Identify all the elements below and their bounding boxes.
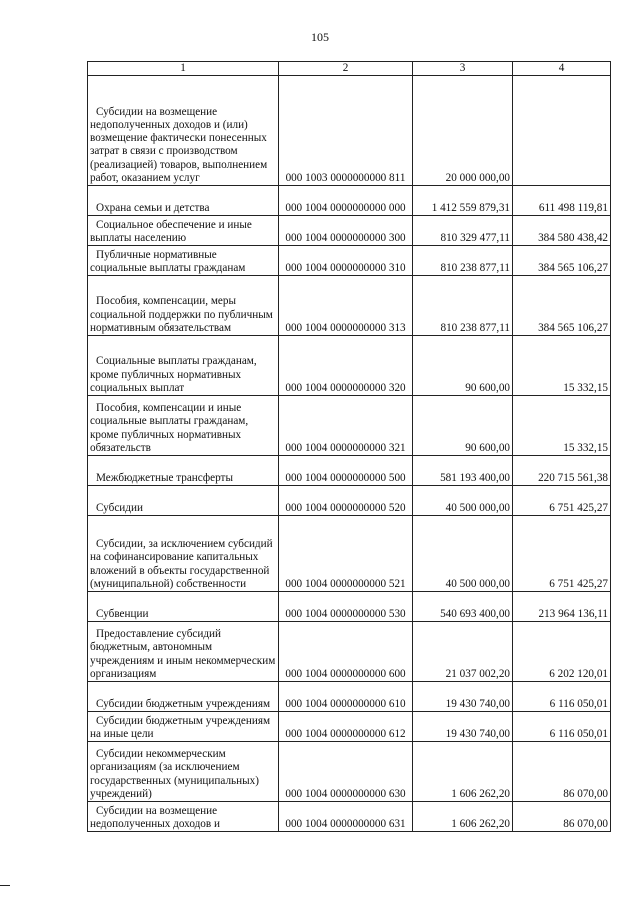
table-row (88, 396, 611, 456)
row-sum-1: 90 600,00 (413, 336, 513, 396)
row-sum-1: 20 000 000,00 (413, 76, 513, 186)
row-sum-2: 86 070,00 (513, 802, 611, 832)
row-sum-1: 1 606 262,20 (413, 742, 513, 802)
row-sum-2: 6 751 425,27 (513, 516, 611, 592)
row-name: Пособия, компенсации, меры социальной поддержки по публичным нормативным обязательствам (88, 276, 279, 336)
row-sum-1: 40 500 000,00 (413, 516, 513, 592)
table-row (88, 742, 611, 802)
row-sum-1: 1 412 559 879,31 (413, 186, 513, 216)
header-col-4: 4 (513, 62, 611, 76)
row-name: Социальные выплаты гражданам, кроме публичных нормативных социальных выплат (88, 336, 279, 396)
row-code: 000 1004 0000000000 320 (279, 336, 413, 396)
row-name: Социальное обеспечение и иные выплаты населению (88, 216, 279, 246)
row-name: Публичные нормативные социальные выплаты гражданам (88, 246, 279, 276)
row-code: 000 1004 0000000000 530 (279, 592, 413, 622)
row-code: 000 1004 0000000000 000 (279, 186, 413, 216)
table-row (88, 802, 611, 832)
table-row (88, 682, 611, 712)
row-sum-2: 86 070,00 (513, 742, 611, 802)
row-sum-1: 540 693 400,00 (413, 592, 513, 622)
table-row (88, 712, 611, 742)
row-sum-2: 384 580 438,42 (513, 216, 611, 246)
row-code: 000 1004 0000000000 310 (279, 246, 413, 276)
row-name: Пособия, компенсации и иные социальные выплаты гражданам, кроме публичных нормативных обязательств (88, 396, 279, 456)
budget-table (87, 61, 611, 832)
table-row (88, 76, 611, 186)
row-name: Субсидии на возмещение недополученных доходов и (или) возмещение фактически понесенных затрат в связи с производством (реализацией) товаров, выполнением работ, оказанием услуг (88, 76, 279, 186)
table-row (88, 456, 611, 486)
header-col-1: 1 (88, 62, 279, 76)
row-sum-2: 384 565 106,27 (513, 246, 611, 276)
row-sum-2: 384 565 106,27 (513, 276, 611, 336)
row-code: 000 1004 0000000000 300 (279, 216, 413, 246)
row-code: 000 1004 0000000000 600 (279, 622, 413, 682)
row-code: 000 1004 0000000000 521 (279, 516, 413, 592)
row-sum-1: 19 430 740,00 (413, 682, 513, 712)
row-sum-2: 6 116 050,01 (513, 682, 611, 712)
row-code: 000 1004 0000000000 630 (279, 742, 413, 802)
row-sum-2: 611 498 119,81 (513, 186, 611, 216)
row-sum-2 (513, 76, 611, 186)
table-row (88, 216, 611, 246)
row-sum-1: 90 600,00 (413, 396, 513, 456)
table-row (88, 246, 611, 276)
row-sum-1: 810 329 477,11 (413, 216, 513, 246)
row-sum-1: 810 238 877,11 (413, 246, 513, 276)
row-code: 000 1004 0000000000 610 (279, 682, 413, 712)
row-sum-1: 40 500 000,00 (413, 486, 513, 516)
row-sum-1: 810 238 877,11 (413, 276, 513, 336)
table-row (88, 186, 611, 216)
row-name: Субсидии бюджетным учреждениям на иные цели (88, 712, 279, 742)
row-sum-1: 21 037 002,20 (413, 622, 513, 682)
row-code: 000 1004 0000000000 321 (279, 396, 413, 456)
row-name: Межбюджетные трансферты (88, 456, 279, 486)
row-name: Субсидии (88, 486, 279, 516)
table-row (88, 622, 611, 682)
row-sum-1: 1 606 262,20 (413, 802, 513, 832)
row-name: Предоставление субсидий бюджетным, автономным учреждениям и иным некоммерческим организациям (88, 622, 279, 682)
row-sum-2: 220 715 561,38 (513, 456, 611, 486)
table-header-row (88, 62, 611, 76)
row-name: Субвенции (88, 592, 279, 622)
row-name: Охрана семьи и детства (88, 186, 279, 216)
row-code: 000 1004 0000000000 631 (279, 802, 413, 832)
row-sum-1: 581 193 400,00 (413, 456, 513, 486)
row-name: Субсидии бюджетным учреждениям (88, 682, 279, 712)
row-code: 000 1004 0000000000 313 (279, 276, 413, 336)
table-row (88, 516, 611, 592)
header-col-3: 3 (413, 62, 513, 76)
row-code: 000 1004 0000000000 520 (279, 486, 413, 516)
scan-edge-mark (0, 885, 10, 886)
row-sum-2: 15 332,15 (513, 336, 611, 396)
page-number: 105 (311, 30, 329, 44)
row-sum-2: 6 116 050,01 (513, 712, 611, 742)
table-row (88, 276, 611, 336)
row-sum-2: 213 964 136,11 (513, 592, 611, 622)
row-name: Субсидии на возмещение недополученных доходов и (88, 802, 279, 832)
row-sum-1: 19 430 740,00 (413, 712, 513, 742)
header-col-2: 2 (279, 62, 413, 76)
table-row (88, 592, 611, 622)
table-row (88, 486, 611, 516)
row-name: Субсидии некоммерческим организациям (за исключением государственных (муниципальных) учреждений) (88, 742, 279, 802)
row-code: 000 1003 0000000000 811 (279, 76, 413, 186)
row-code: 000 1004 0000000000 500 (279, 456, 413, 486)
row-name: Субсидии, за исключением субсидий на софинансирование капитальных вложений в объекты государственной (муниципальной) собственности (88, 516, 279, 592)
table-row (88, 336, 611, 396)
row-sum-2: 15 332,15 (513, 396, 611, 456)
row-sum-2: 6 751 425,27 (513, 486, 611, 516)
row-sum-2: 6 202 120,01 (513, 622, 611, 682)
row-code: 000 1004 0000000000 612 (279, 712, 413, 742)
